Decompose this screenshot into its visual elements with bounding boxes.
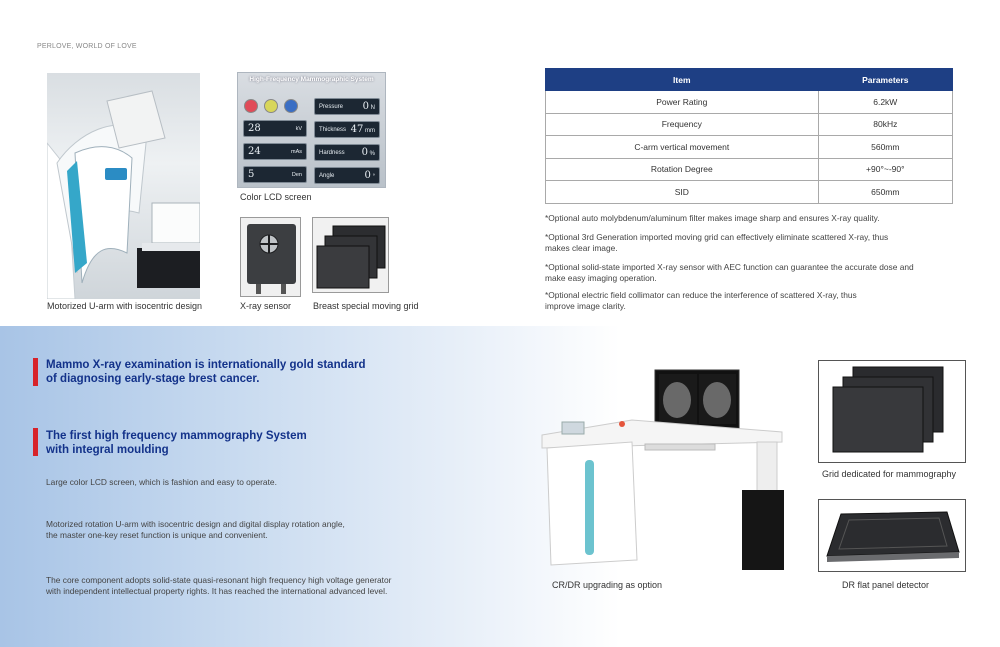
lcd-yellow-icon bbox=[264, 99, 278, 113]
table-row bbox=[546, 136, 953, 159]
xray-sensor-photo bbox=[240, 217, 301, 297]
lcd-den: 5 Den bbox=[243, 166, 307, 183]
moving-grid-photo bbox=[312, 217, 389, 293]
table-row bbox=[546, 181, 953, 204]
table-header-row bbox=[546, 69, 953, 91]
parameters-table bbox=[545, 68, 953, 204]
note-filter: *Optional auto molybdenum/aluminum filter makes image sharp and ensures X-ray quality. bbox=[545, 213, 880, 223]
note-sensor: *Optional solid-state imported X-ray sensor with AEC function can guarantee the accurate dose and make easy imaging operation. bbox=[545, 262, 914, 283]
accent-bar-1 bbox=[33, 358, 38, 386]
flat-panel-caption: DR flat panel detector bbox=[842, 580, 930, 590]
row-value: 80kHz bbox=[818, 113, 952, 136]
note-collimator: *Optional electric field collimator can reduce the interference of scattered X-ray, thus improve image clarity. bbox=[545, 290, 857, 311]
flat-panel-detector-photo bbox=[818, 499, 966, 572]
lcd-thickness: Thickness 47 mm bbox=[314, 121, 380, 138]
row-item: Power Rating bbox=[546, 91, 819, 114]
lcd-screen-photo bbox=[237, 72, 386, 188]
row-value: +90°~-90° bbox=[818, 158, 952, 181]
table-row bbox=[546, 91, 953, 114]
lcd-mas: 24 mAs bbox=[243, 143, 307, 160]
table-row bbox=[546, 113, 953, 136]
lcd-red-icon bbox=[244, 99, 258, 113]
lcd-pressure: Pressure 0 N bbox=[314, 98, 380, 115]
paragraph-u-arm: Motorized rotation U-arm with isocentric design and digital display rotation angle, the master one-key reset function is unique and convenient. bbox=[46, 519, 345, 540]
row-item: Frequency bbox=[546, 113, 819, 136]
row-value: 650mm bbox=[818, 181, 952, 204]
sensor-caption: X-ray sensor bbox=[240, 301, 292, 311]
headline-first-system: The first high frequency mammography System with integral moulding bbox=[46, 430, 307, 456]
row-value: 560mm bbox=[818, 136, 952, 159]
paragraph-lcd: Large color LCD screen, which is fashion and easy to operate. bbox=[46, 477, 277, 487]
lcd-blue-icon bbox=[284, 99, 298, 113]
mammography-grid-photo bbox=[818, 360, 966, 463]
workstation-photo bbox=[537, 360, 792, 575]
grid-caption: Breast special moving grid bbox=[313, 301, 419, 311]
table-row bbox=[546, 158, 953, 181]
header-item: Item bbox=[546, 69, 819, 91]
accent-bar-2 bbox=[33, 428, 38, 456]
lcd-caption: Color LCD screen bbox=[240, 192, 312, 202]
machine-caption: Motorized U-arm with isocentric design bbox=[47, 301, 203, 311]
row-value: 6.2kW bbox=[818, 91, 952, 114]
grid-dedicated-caption: Grid dedicated for mammography bbox=[822, 469, 957, 479]
lcd-hardness: Hardness 0 % bbox=[314, 144, 380, 161]
row-item: Rotation Degree bbox=[546, 158, 819, 181]
row-item: SID bbox=[546, 181, 819, 204]
lcd-angle: Angle 0 ° bbox=[314, 167, 380, 184]
mammography-machine-photo bbox=[47, 73, 200, 299]
lcd-title: High-Frequency Mammographic System bbox=[249, 76, 374, 83]
header-parameters: Parameters bbox=[818, 69, 952, 91]
row-item: C-arm vertical movement bbox=[546, 136, 819, 159]
brand-tagline: PERLOVE, WORLD OF LOVE bbox=[37, 43, 137, 50]
workstation-caption: CR/DR upgrading as option bbox=[552, 580, 663, 590]
note-grid: *Optional 3rd Generation imported moving grid can effectively eliminate scattered X-ray, thus makes clear image. bbox=[545, 232, 889, 253]
paragraph-generator: The core component adopts solid-state quasi-resonant high frequency high voltage generator with independent intellectual property rights. It has reached the international advanced level. bbox=[46, 575, 392, 596]
headline-gold-standard: Mammo X-ray examination is internationally gold standard of diagnosing early-stage brest cancer. bbox=[46, 359, 366, 385]
lcd-kv: 28 kV bbox=[243, 120, 307, 137]
